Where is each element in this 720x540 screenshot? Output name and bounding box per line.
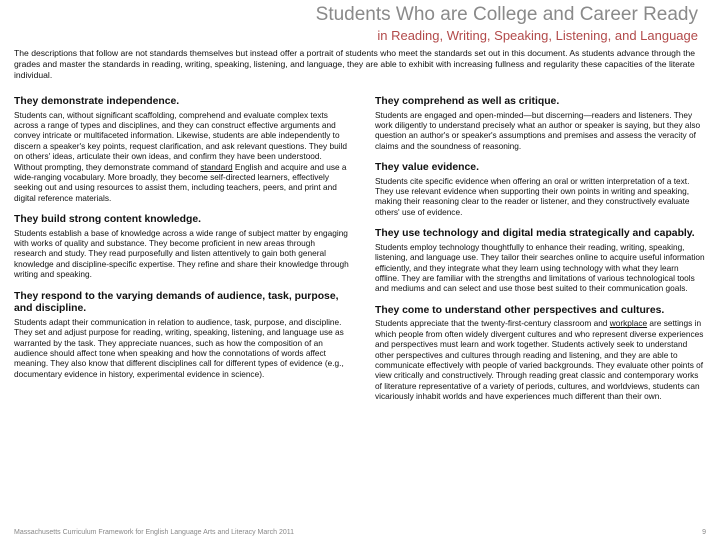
section-independence [14,96,349,203]
footer-source: Massachusetts Curriculum Framework for English Language Arts and Literacy March 2011 [14,529,294,536]
section-heading: They use technology and digital media strategically and capably. [375,228,695,240]
section-body: Students are engaged and open-minded—but discerning—readers and listeners. They work diligently to understand precisely what an author or speaker is saying, but they also question an author's or speaker's assumptions and premises and assess the veracity of claims and the soundness of reasoning. [375,109,701,151]
section-body: Students employ technology thoughtfully to enhance their reading, writing, speaking, listening, and language use. They tailor their searches online to acquire useful information efficiently, and they integrate what they learn using technology with what they learn offline. They are familiar with the strengths and limitations of various technological tools and mediums and can select and use those best suited to their communication goals. [375,241,705,294]
page-subtitle: in Reading, Writing, Speaking, Listening, and Language [377,28,698,43]
section-body [375,318,705,401]
section-comprehend-critique [375,96,705,151]
page-header [316,4,698,44]
section-body-text: Students appreciate that the twenty-first-century classroom and [375,318,610,329]
section-technology [375,228,705,294]
section-heading: They respond to the varying demands of audience, task, purpose, and discipline. [14,290,339,315]
left-column [14,96,349,390]
section-heading: They build strong content knowledge. [14,214,202,226]
section-body-text: Students can, without significant scaffolding, comprehend and evaluate complex texts across a range of types and disciplines, and they can construct effective arguments and convey intricate or multifaceted information. Likewise, students are able independently to discern a speaker's key points, request clarification, and ask relevant questions. They build on others' ideas, articulate their own ideas, and confirm they have been understood. Without prompting, they demonstrate command of [14,109,348,172]
underlined-word: standard [200,161,233,172]
section-body-text: English and acquire and use a wide-ranging vocabulary. More broadly, they become self-directed learners, effectively seeking out and using resources to assist them, including teachers, peers, and print and digital reference materials. [14,161,347,203]
section-perspectives-cultures [375,305,705,402]
section-body: Students adapt their communication in relation to audience, task, purpose, and discipline. They set and adjust purpose for reading, writing, speaking, listening, and language use as warranted by the task. They appreciate nuances, such as how the composition of an audience should affect tone when speaking and how the connotations of words affect meaning. They also know that different disciplines call for different types of evidence (e.g., documentary evidence in history, experimental evidence in science). [14,316,344,379]
section-body: Students cite specific evidence when offering an oral or written interpretation of a text. They use relevant evidence when supporting their own points in writing and speaking, making their reasoning clear to the reader or listener, and they constructively evaluate others' use of evidence. [375,175,690,217]
right-column [375,96,705,413]
underlined-word: workplace [609,318,648,329]
section-audience-task [14,291,349,379]
section-body: Students establish a base of knowledge across a wide range of subject matter by engaging with works of quality and substance. They become proficient in new areas through research and study. They read purposefully and listen attentively to gain both general knowledge and discipline-specific expertise. They refine and share their knowledge through writing and speaking. [14,227,349,280]
section-heading: They demonstrate independence. [14,96,180,107]
page-title: Students Who are College and Career Ready [315,4,698,25]
section-body-text: are settings in which people from often widely divergent cultures and who represent diverse experiences and perspectives must learn and work together. Students actively seek to understand other perspectives and cultures through reading and listening, and they are able to communicate effectively with people of varied backgrounds. They evaluate other points of view critically and constructively. Through reading great classic and contemporary works of literature representative of a variety of periods, cultures, and worldviews, students can vicariously inhabit worlds and have experiences much different than their own. [375,318,704,402]
intro-paragraph: The descriptions that follow are not standards themselves but instead offer a portrait of students who meet the standards set out in this document. As students advance through the grades and master the standards in reading, writing, speaking, listening, and language, they are able to exhibit with increasing fullness and regularity these capacities of the literate individual. [14,48,696,80]
section-heading: They value evidence. [375,162,479,174]
section-heading: They comprehend as well as critique. [375,96,560,107]
section-body [14,110,349,204]
page-number: 9 [702,529,706,536]
section-content-knowledge [14,214,349,280]
section-heading: They come to understand other perspectives and cultures. [375,304,665,316]
section-value-evidence [375,162,705,217]
